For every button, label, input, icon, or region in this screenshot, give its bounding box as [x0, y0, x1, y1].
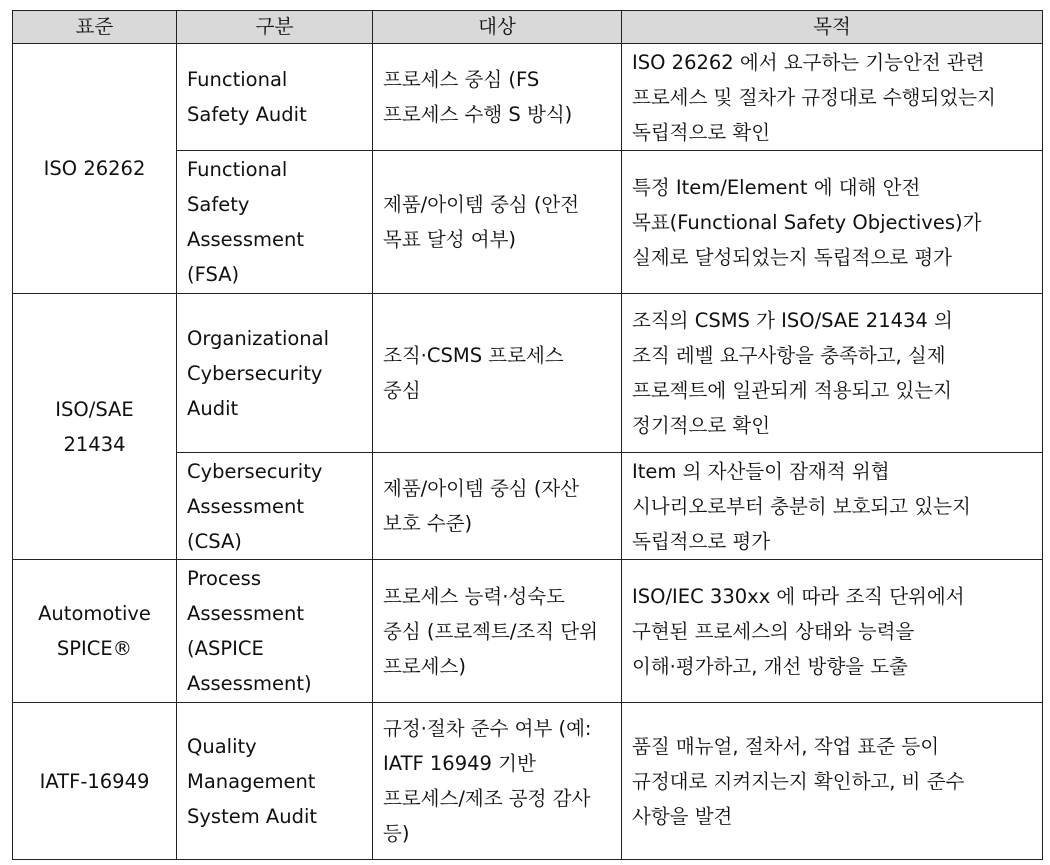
purpose-line: 이해·평가하고, 개선 방향을 도출 [632, 654, 908, 678]
cell-purpose [622, 560, 1043, 703]
cell-target [373, 560, 622, 703]
table-row [13, 560, 1043, 703]
cell-purpose [622, 703, 1043, 860]
standard-line: IATF-16949 [39, 769, 150, 793]
purpose-line: 목표(Functional Safety Objectives)가 [632, 210, 982, 234]
purpose-line: 프로세스 및 절차가 규정대로 수행되었는지 [632, 85, 996, 109]
cell-category [177, 151, 373, 294]
purpose-line: ISO/IEC 330xx 에 따라 조직 단위에서 [632, 584, 965, 608]
table-row [13, 44, 1043, 151]
target-line: 프로세스 중심 (FS [383, 68, 540, 91]
cell-category [177, 703, 373, 860]
table-row [13, 703, 1043, 860]
purpose-line: 구현된 프로세스의 상태와 능력을 [632, 619, 915, 643]
category-line: (FSA) [187, 263, 240, 286]
category-line: Assessment [187, 494, 304, 518]
standard-line: Automotive [38, 602, 151, 625]
purpose-line: 정기적으로 확인 [632, 414, 771, 437]
cell-purpose [622, 294, 1043, 453]
category-line: System Audit [187, 804, 318, 828]
category-line: Safety [187, 193, 250, 216]
category-line: Organizational [187, 326, 330, 350]
purpose-line: 특정 Item/Element 에 대해 안전 [632, 175, 921, 199]
cell-standard [13, 44, 177, 294]
cell-target [373, 294, 622, 453]
target-line: 조직·CSMS 프로세스 [383, 344, 564, 367]
purpose-line: 품질 매뉴얼, 절차서, 작업 표준 등이 [632, 734, 940, 758]
table-row [13, 294, 1043, 453]
target-line: 규정·절차 준수 여부 (예: [383, 717, 592, 740]
category-line: Assessment) [187, 672, 312, 695]
purpose-line: 조직의 CSMS 가 ISO/SAE 21434 의 [632, 309, 953, 332]
target-line: 등) [383, 822, 410, 845]
standard-line: ISO 26262 [43, 157, 146, 180]
category-line: (CSA) [187, 529, 242, 553]
purpose-line: 사항을 발견 [632, 804, 733, 828]
category-line: Management [187, 769, 316, 793]
target-line: 보호 수준) [383, 512, 473, 535]
category-line: (ASPICE [187, 637, 264, 660]
purpose-line: ISO 26262 에서 요구하는 기능안전 관련 [632, 50, 985, 74]
standard-line: SPICE® [56, 637, 133, 660]
standards-comparison-table [12, 10, 1043, 860]
purpose-line: 조직 레벨 요구사항을 충족하고, 실제 [632, 344, 946, 367]
standard-line: ISO/SAE [55, 397, 134, 421]
standards-comparison-table-container [12, 10, 1042, 860]
header-category: 구분 [177, 11, 373, 44]
target-line: 제품/아이템 중심 (자산 [383, 477, 580, 500]
cell-standard [13, 703, 177, 860]
target-line: 프로세스 수행 S 방식) [383, 103, 573, 126]
target-line: 프로세스) [383, 654, 466, 678]
cell-target [373, 453, 622, 560]
purpose-line: 프로젝트에 일관되게 적용되고 있는지 [632, 379, 952, 402]
target-line: 목표 달성 여부) [383, 228, 517, 251]
purpose-line: Item 의 자산들이 잠재적 위협 [632, 459, 890, 483]
header-standard: 표준 [13, 11, 177, 44]
category-line: Assessment [187, 228, 304, 251]
category-line: Process [187, 567, 261, 590]
target-line: 프로세스 능력·성숙도 [383, 584, 565, 608]
cell-standard [13, 294, 177, 560]
standard-line: 21434 [63, 432, 126, 456]
purpose-line: 독립적으로 확인 [632, 120, 771, 144]
purpose-line: 규정대로 지켜지는지 확인하고, 비 준수 [632, 769, 965, 793]
cell-category [177, 453, 373, 560]
cell-target [373, 44, 622, 151]
category-line: Assessment [187, 602, 304, 625]
cell-category [177, 44, 373, 151]
category-line: Functional [187, 158, 288, 181]
purpose-line: 시나리오로부터 충분히 보호되고 있는지 [632, 494, 971, 518]
category-line: Audit [187, 396, 239, 420]
target-line: 프로세스/제조 공정 감사 [383, 787, 591, 810]
target-line: 중심 (프로젝트/조직 단위 [383, 619, 598, 643]
cell-purpose [622, 453, 1043, 560]
purpose-line: 독립적으로 평가 [632, 529, 771, 553]
target-line: 중심 [383, 379, 421, 402]
target-line: IATF 16949 기반 [383, 752, 536, 775]
category-line: Functional [187, 68, 288, 91]
cell-purpose [622, 151, 1043, 294]
category-line: Cybersecurity [187, 459, 323, 483]
cell-category [177, 560, 373, 703]
target-line: 제품/아이템 중심 (안전 [383, 193, 580, 216]
cell-target [373, 703, 622, 860]
category-line: Safety Audit [187, 103, 307, 126]
cell-purpose [622, 44, 1043, 151]
header-purpose: 목적 [622, 11, 1043, 44]
category-line: Quality [187, 734, 257, 758]
category-line: Cybersecurity [187, 361, 323, 385]
cell-standard [13, 560, 177, 703]
cell-category [177, 294, 373, 453]
purpose-line: 실제로 달성되었는지 독립적으로 평가 [632, 245, 952, 269]
header-target: 대상 [373, 11, 622, 44]
cell-target [373, 151, 622, 294]
table-header-row [13, 11, 1043, 44]
